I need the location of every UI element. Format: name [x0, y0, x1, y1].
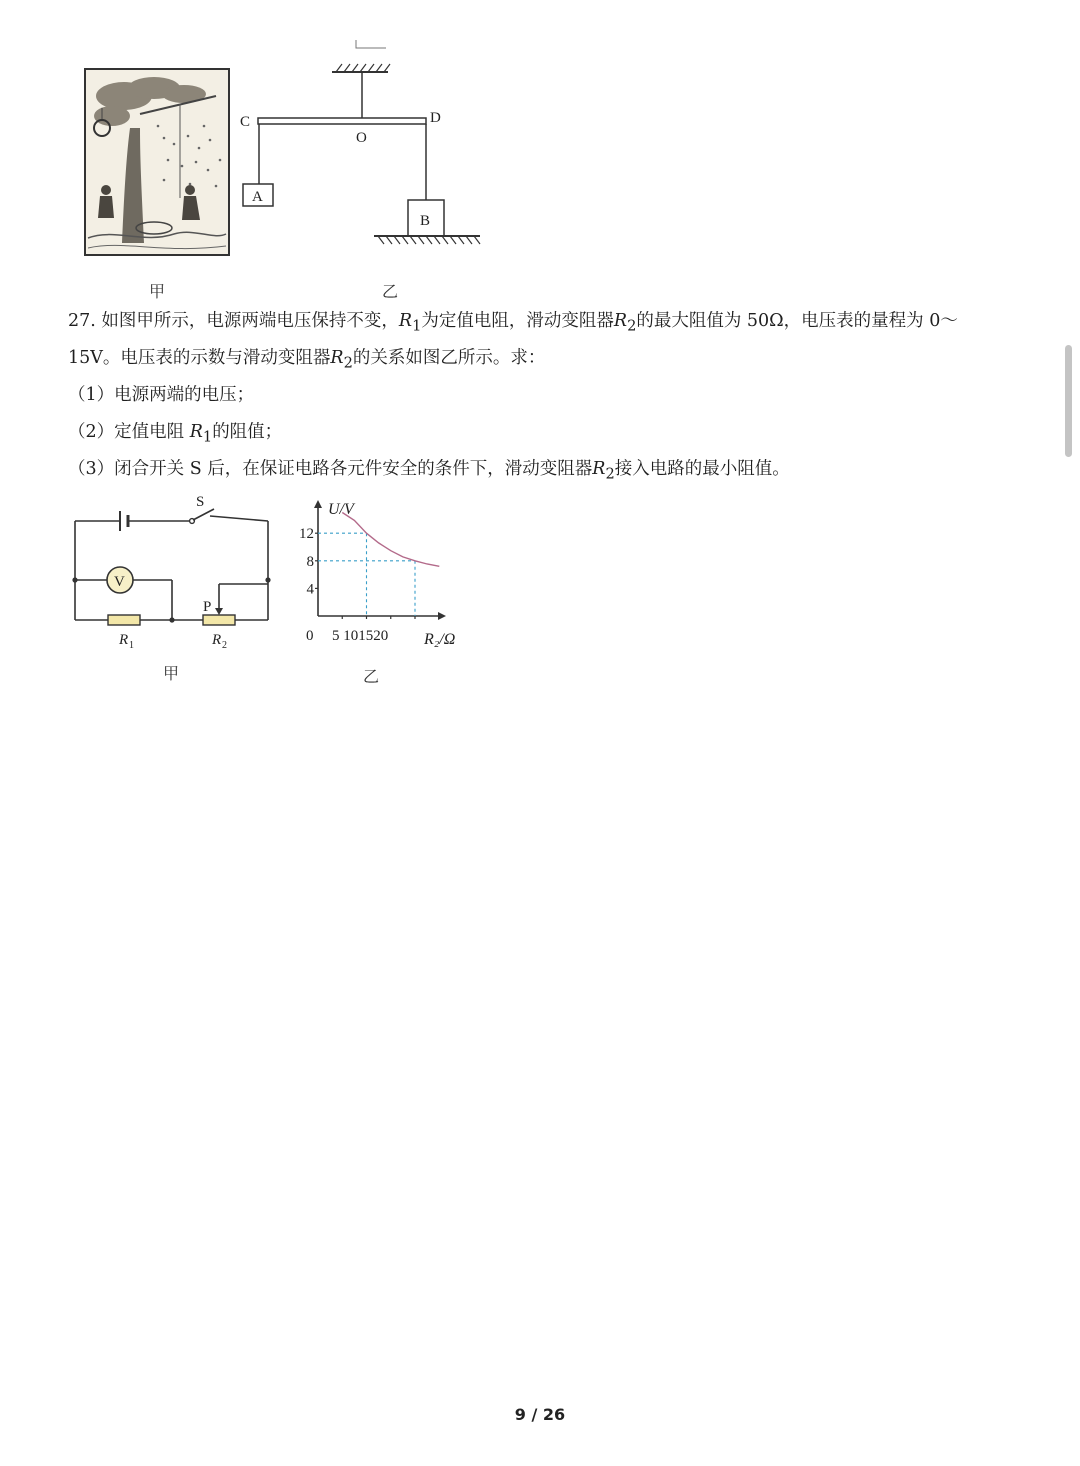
r1-label: R [119, 632, 129, 648]
label-B: B [420, 213, 431, 229]
label-O: O [356, 130, 367, 146]
circuit-svg [66, 492, 278, 660]
r2-sub: 2 [222, 640, 227, 651]
chart-caption: 乙 [363, 667, 380, 686]
voltage-resistance-chart [286, 494, 476, 654]
x-axis-label: R₂/Ω [424, 631, 456, 648]
circuit-caption: 甲 [163, 664, 180, 683]
label-C: C [240, 114, 251, 130]
question-part-2: （2）定值电阻 $R_1$的阻值； [68, 422, 283, 446]
woodcut-illustration [84, 68, 230, 256]
question-part-1: （1）电源两端的电压； [68, 385, 255, 405]
series-line-u-vs-r2 [342, 513, 439, 567]
y-tick-label-4: 4 [306, 581, 314, 598]
question-line-2: 15V。电压表的示数与滑动变阻器$R_2$的关系如图乙所示。求： [68, 348, 546, 372]
slider-label: P [203, 599, 212, 615]
page-indicator: 9 / 26 [514, 1405, 566, 1424]
figure-caption-left: 甲 [149, 282, 166, 301]
r1-sub: 1 [129, 640, 134, 651]
figure-caption-right: 乙 [382, 282, 399, 301]
x-tick-labels: 5 101520 [332, 628, 389, 644]
y-axis-label: U/V [328, 501, 354, 518]
chart-svg [286, 494, 476, 654]
lever-diagram [232, 34, 492, 254]
switch-label: S [196, 494, 205, 510]
lever-svg [232, 34, 492, 254]
question-part-3: （3）闭合开关 S 后，在保证电路各元件安全的条件下，滑动变阻器$R_2$接入电路的最小阻值。 [68, 459, 790, 483]
scrollbar-thumb[interactable] [1065, 345, 1072, 457]
origin-label: 0 [306, 628, 314, 644]
y-tick-label-12: 12 [299, 526, 314, 543]
circuit-diagram [66, 492, 278, 660]
x-axis-arrow [438, 612, 446, 620]
y-tick-label-8: 8 [306, 553, 314, 570]
voltmeter-label: V [114, 574, 125, 590]
question-line-1: 27. 如图甲所示，电源两端电压保持不变，$R_1$为定值电阻，滑动变阻器$R_2$的最大阻值为 50Ω，电压表的量程为 0～ [68, 311, 958, 335]
label-D: D [430, 110, 441, 126]
woodcut-svg [84, 68, 230, 256]
y-axis-arrow [314, 500, 322, 508]
r2-label: R [212, 632, 222, 648]
label-A: A [252, 189, 263, 205]
